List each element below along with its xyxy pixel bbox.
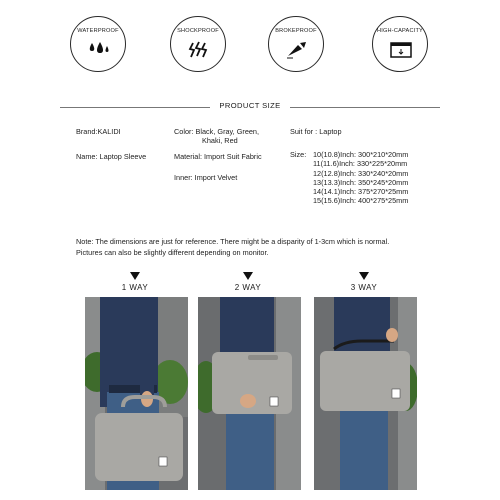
- down-triangle-icon: [243, 272, 253, 280]
- feature-waterproof: [70, 16, 126, 72]
- feature-high-capacity: [372, 16, 428, 72]
- color-text: [174, 127, 259, 146]
- color-line-2: Khaki, Red: [202, 136, 238, 146]
- product-size-title: PRODUCT SIZE: [219, 101, 281, 110]
- feature-label: HIGH-CAPACITY: [376, 28, 423, 34]
- brokeproof-icon: [285, 41, 309, 59]
- feature-shockproof: [170, 16, 226, 72]
- name-text: Name: Laptop Sleeve: [76, 152, 147, 161]
- feature-brokeproof: [268, 16, 324, 72]
- disclaimer-note: [76, 236, 436, 258]
- way-text: 1 WAY: [121, 283, 149, 292]
- note-line-1: Note: The dimensions are just for reference. There might be a disparity of 1-3cm which is normal.: [76, 237, 390, 246]
- size-item: 10(10.8)Inch: 300*210*20mm: [313, 150, 409, 159]
- note-line-2: Pictures can also be slightly different depending on monitor.: [76, 248, 269, 258]
- way-label-3: [314, 272, 414, 292]
- laptop-bag-icon: [389, 41, 413, 59]
- inner-text: Inner: Import Velvet: [174, 173, 238, 182]
- feature-label: WATERPROOF: [77, 28, 119, 34]
- color-line-1: Color: Black, Gray, Green,: [174, 127, 260, 136]
- down-triangle-icon: [130, 272, 140, 280]
- material-text: Material: Import Suit Fabric: [174, 152, 262, 161]
- size-label: Size:: [290, 150, 307, 159]
- size-item: 15(15.6)Inch: 400*275*25mm: [313, 196, 409, 206]
- water-drops-icon: [87, 41, 111, 57]
- feature-label: BROKEPROOF: [275, 28, 317, 34]
- photo-under-arm: [198, 297, 301, 490]
- size-item: 12(12.8)Inch: 330*240*20mm: [313, 168, 409, 178]
- divider-right: [290, 107, 440, 108]
- down-triangle-icon: [359, 272, 369, 280]
- feature-label: SHOCKPROOF: [177, 28, 219, 34]
- way-text: 3 WAY: [350, 283, 378, 292]
- size-item: 11(11.6)Inch: 330*225*20mm: [313, 159, 408, 169]
- shock-lines-icon: [187, 41, 211, 59]
- photo-shoulder-strap: [314, 297, 417, 490]
- photo-hand-carry: [85, 297, 188, 490]
- brand-text: Brand:KALIDI: [76, 127, 121, 136]
- size-item: 14(14.1)Inch: 375*270*25mm: [313, 187, 409, 197]
- way-text: 2 WAY: [234, 283, 262, 292]
- size-list: [313, 150, 408, 206]
- size-item: 13(13.3)Inch: 350*245*20mm: [313, 177, 409, 187]
- way-label-1: [85, 272, 185, 292]
- suit-for-text: Suit for : Laptop: [290, 127, 342, 136]
- way-label-2: [198, 272, 298, 292]
